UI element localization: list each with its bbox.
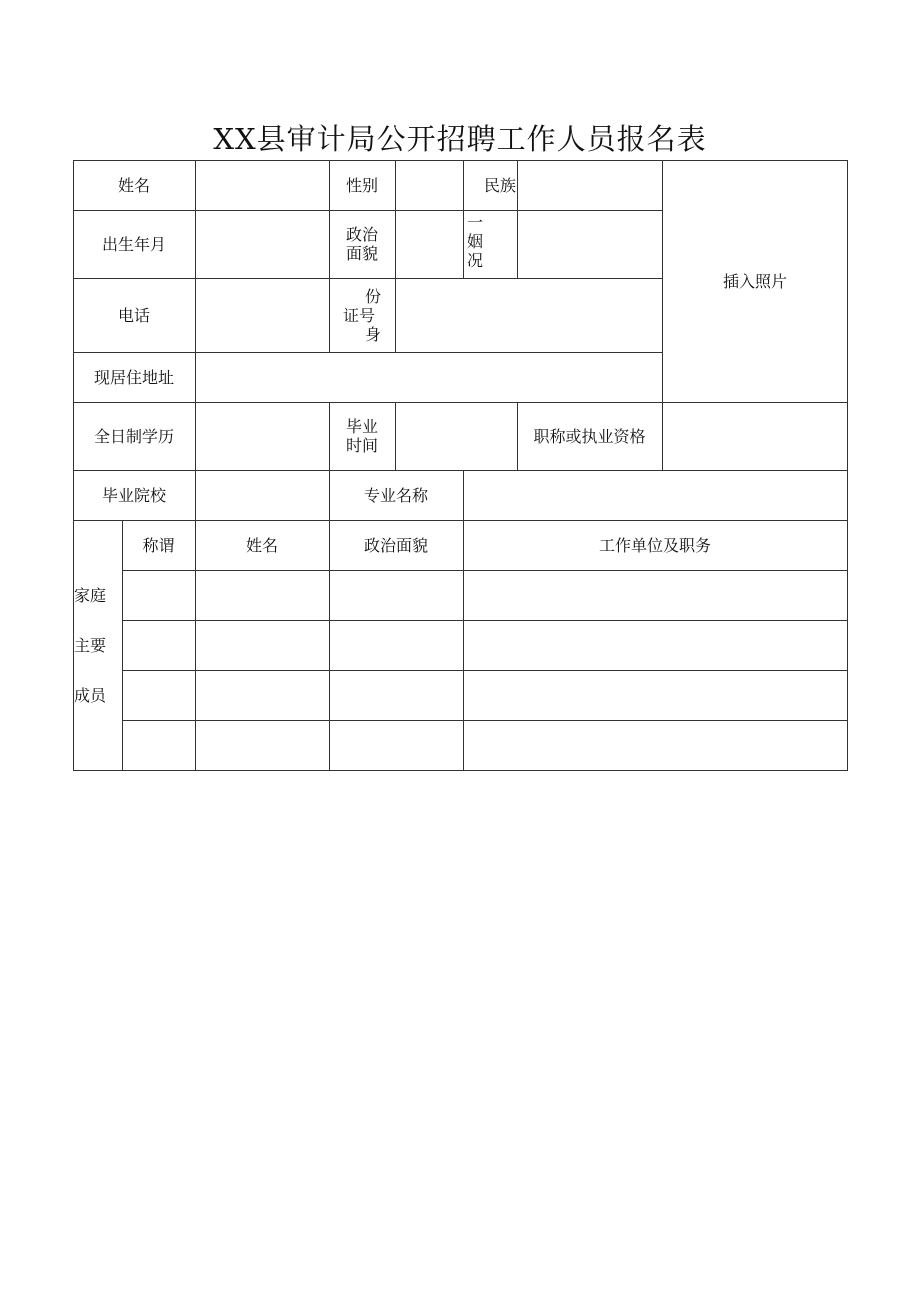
political-label-line-2: 面貌 bbox=[345, 244, 378, 263]
political-label-line-1: 政治 bbox=[345, 225, 378, 244]
photo-area[interactable] bbox=[663, 161, 847, 402]
marital-label-line-1: 一 bbox=[467, 213, 484, 232]
family-name-field[interactable] bbox=[196, 621, 329, 670]
table-border-bottom bbox=[73, 770, 848, 771]
family-name-field[interactable] bbox=[196, 721, 329, 770]
name-label: 姓名 bbox=[117, 175, 150, 195]
family-political-field[interactable] bbox=[330, 621, 463, 670]
birth-date-label: 出生年月 bbox=[101, 234, 166, 254]
school-label: 毕业院校 bbox=[101, 485, 166, 505]
gender-label: 性别 bbox=[345, 175, 378, 195]
political-status-field[interactable] bbox=[396, 211, 463, 278]
family-name-field[interactable] bbox=[196, 671, 329, 720]
family-header-relation: 称谓 bbox=[142, 535, 175, 555]
address-field[interactable] bbox=[196, 353, 662, 402]
family-work-field[interactable] bbox=[464, 671, 847, 720]
grad-time-label-line-2: 时间 bbox=[345, 436, 378, 455]
photo-label: 插入照片 bbox=[722, 272, 787, 291]
family-label-line-3: 成员 bbox=[74, 686, 107, 705]
school-field[interactable] bbox=[196, 471, 329, 520]
education-label: 全日制学历 bbox=[93, 426, 174, 446]
family-members-label bbox=[73, 520, 122, 770]
family-label-line-2: 主要 bbox=[74, 636, 107, 655]
family-work-field[interactable] bbox=[464, 571, 847, 620]
gender-field[interactable] bbox=[396, 161, 463, 210]
grad-time-label-line-1: 毕业 bbox=[345, 417, 378, 436]
address-label: 现居住地址 bbox=[93, 367, 174, 387]
family-political-field[interactable] bbox=[330, 671, 463, 720]
id-label-line-1: 份 bbox=[364, 286, 381, 306]
family-relation-field[interactable] bbox=[123, 571, 195, 620]
graduation-time-field[interactable] bbox=[396, 403, 517, 470]
form-title: XX县审计局公开招聘工作人员报名表 bbox=[213, 122, 707, 156]
family-political-field[interactable] bbox=[330, 721, 463, 770]
family-header-work: 工作单位及职务 bbox=[598, 535, 711, 555]
ethnicity-field[interactable] bbox=[518, 161, 662, 210]
marital-status-field[interactable] bbox=[518, 211, 662, 278]
major-label: 专业名称 bbox=[363, 485, 428, 505]
graduation-time-label bbox=[329, 402, 395, 470]
political-status-label bbox=[329, 210, 395, 278]
family-header-name: 姓名 bbox=[245, 535, 278, 555]
id-label-line-2: 证号 bbox=[342, 305, 375, 325]
marital-status-label bbox=[463, 210, 517, 278]
title-qualification-field[interactable] bbox=[663, 403, 847, 470]
name-field[interactable] bbox=[196, 161, 329, 210]
phone-label: 电话 bbox=[117, 305, 150, 325]
id-label-line-3: 身 bbox=[364, 324, 381, 344]
family-relation-field[interactable] bbox=[123, 721, 195, 770]
family-work-field[interactable] bbox=[464, 721, 847, 770]
major-field[interactable] bbox=[464, 471, 847, 520]
family-work-field[interactable] bbox=[464, 621, 847, 670]
family-political-field[interactable] bbox=[330, 571, 463, 620]
ethnicity-label: 民族 bbox=[483, 175, 516, 195]
family-relation-field[interactable] bbox=[123, 671, 195, 720]
birth-date-field[interactable] bbox=[196, 211, 329, 278]
education-field[interactable] bbox=[196, 403, 329, 470]
id-number-label bbox=[329, 278, 395, 352]
id-number-field[interactable] bbox=[396, 279, 662, 352]
family-name-field[interactable] bbox=[196, 571, 329, 620]
family-header-political: 政治面貌 bbox=[363, 535, 428, 555]
title-qualification-label: 职称或执业资格 bbox=[533, 426, 646, 446]
marital-label-line-3: 况 bbox=[467, 251, 484, 270]
family-relation-field[interactable] bbox=[123, 621, 195, 670]
family-label-line-1: 家庭 bbox=[74, 586, 107, 605]
phone-field[interactable] bbox=[196, 279, 329, 352]
marital-label-line-2: 姻 bbox=[467, 232, 484, 251]
table-border-right bbox=[847, 160, 848, 771]
